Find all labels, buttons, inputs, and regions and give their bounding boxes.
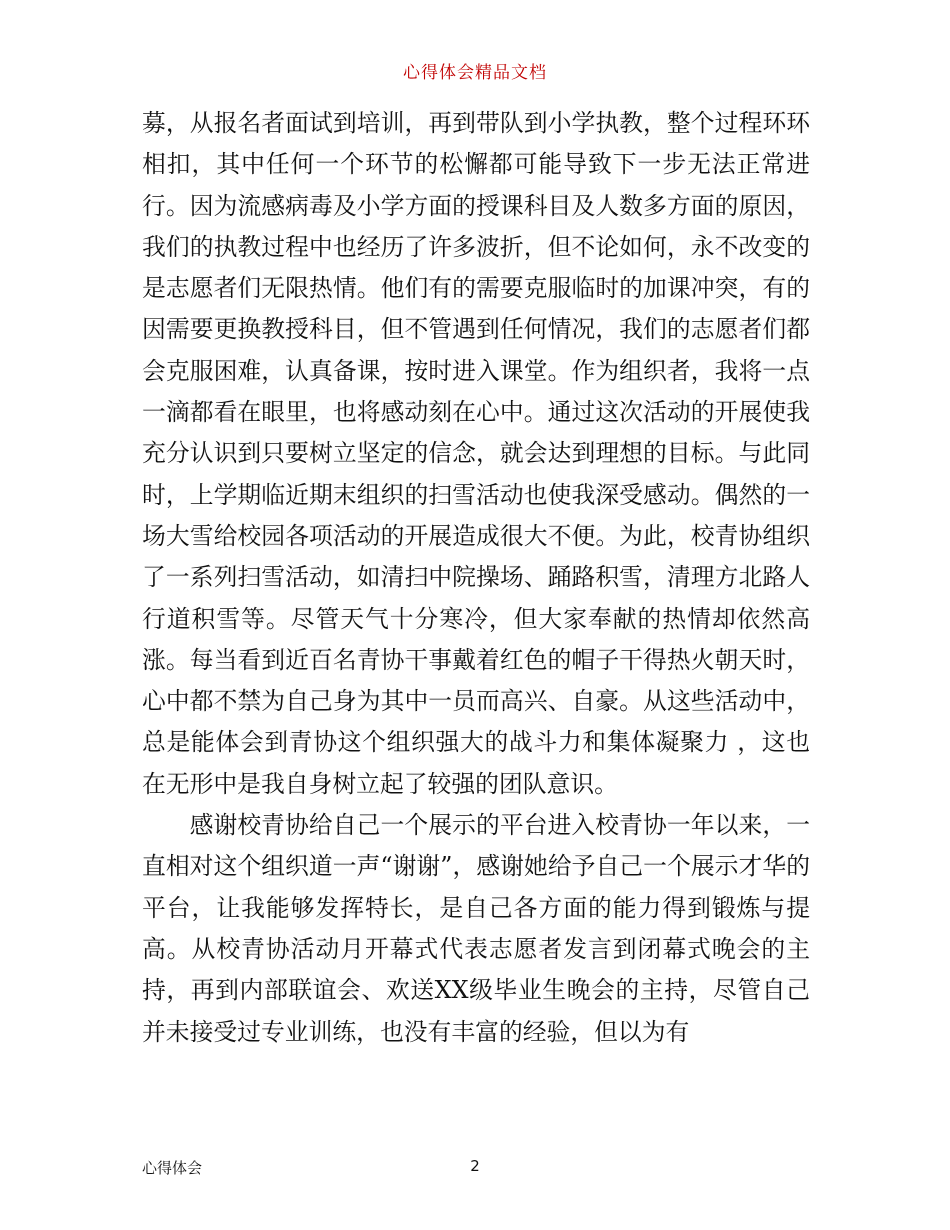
document-body bbox=[142, 103, 810, 1053]
body-paragraph-2: 感谢校青协给自己一个展示的平台进入校青协一年以来，一直相对这个组织道一声“谢谢”，感谢她给予自己一个展示才华的平台，让我能够发挥特长，是自己各方面的能力得到锻炼与提高。从校青协活动月开幕式代表志愿者发言到闭幕式晚会的主持，再到内部联谊会、欢送XX级毕业生晚会的主持，尽管自己并未接受过专业训练，也没有丰富的经验，但以为有 bbox=[142, 811, 810, 1046]
page-number: 2 bbox=[470, 1157, 480, 1175]
document-header-title: 心得体会精品文档 bbox=[403, 63, 547, 83]
footer-label: 心得体会 bbox=[142, 1159, 203, 1177]
body-paragraph-1: 募，从报名者面试到培训，再到带队到小学执教，整个过程环环相扣，其中任何一个环节的松懈都可能导致下一步无法正常进行。因为流感病毒及小学方面的授课科目及人数多方面的原因，我们的执教过程中也经历了许多波折，但不论如何，永不改变的是志愿者们无限热情。他们有的需要克服临时的加课冲突，有的因需要更换教授科目，但不管遇到任何情况，我们的志愿者们都会克服困难，认真备课，按时进入课堂。作为组织者，我将一点一滴都看在眼里，也将感动刻在心中。通过这次活动的开展使我充分认识到只要树立坚定的信念，就会达到理想的目标。与此同时，上学期临近期末组织的扫雪活动也使我深受感动。偶然的一场大雪给校园各项活动的开展造成很大不便。为此，校青协组织了一系列扫雪活动，如清扫中院操场、踊路积雪，清理方北路人行道积雪等。尽管天气十分寒冷，但大家奉献的热情却依然高涨。每当看到近百名青协干事戴着红色的帽子干得热火朝天时，心中都不禁为自己身为其中一员而高兴、自豪。从这些活动中，总是能体会到青协这个组织强大的战斗力和集体凝聚力 ，这也在无形中是我自身树立起了较强的团队意识。 bbox=[142, 109, 810, 798]
